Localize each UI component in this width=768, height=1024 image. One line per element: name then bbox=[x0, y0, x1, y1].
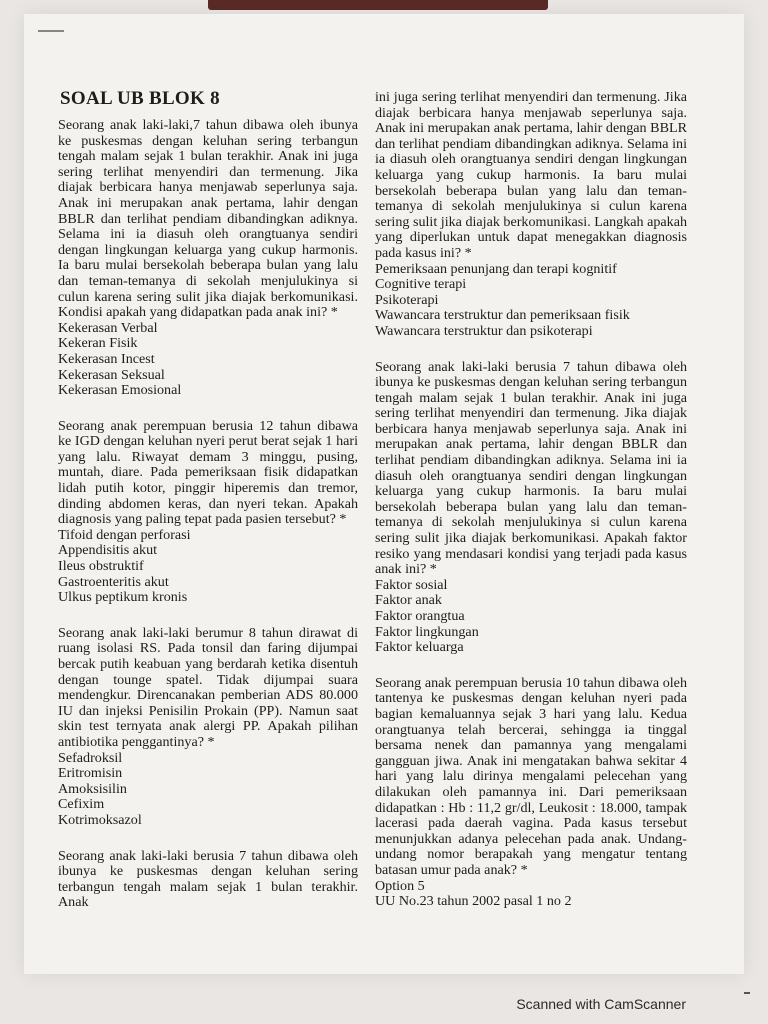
answer-options bbox=[58, 321, 358, 399]
answer-option: Gastroenteritis akut bbox=[58, 573, 169, 590]
answer-option: UU No.23 tahun 2002 pasal 1 no 2 bbox=[375, 893, 572, 910]
camscanner-watermark: Scanned with CamScanner bbox=[516, 996, 686, 1012]
answer-option: Amoksisilin bbox=[58, 780, 127, 797]
question-text: Seorang anak perempuan berusia 12 tahun dibawa ke IGD dengan keluhan nyeri perut berat sejak 1 hari yang lalu. Riwayat demam 3 minggu, pusing, muntah, diare. Pada pemeriksaan fisik didapatkan lidah putih kotor, pinggir hiperemis dan tremor, dinding abdomen keras, dan nyeri tekan. Apakah diagnosis yang paling tepat pada pasien tersebut? * bbox=[58, 417, 358, 528]
question-block bbox=[375, 360, 687, 656]
question-block bbox=[58, 118, 358, 399]
answer-option: Eritromisin bbox=[58, 765, 123, 782]
page-top-edge bbox=[208, 0, 548, 10]
answer-option: Cefixim bbox=[58, 796, 105, 813]
answer-option: Faktor anak bbox=[375, 592, 442, 609]
question-text: Seorang anak laki-laki,7 tahun dibawa oleh ibunya ke puskesmas dengan keluhan sering terbangun tengah malam sejak 1 bulan terakhir. Anak ini juga sering terlihat menyendiri dan termenung. Jika diajak berbicara hanya menjawab seperlunya saja. Anak ini merupakan anak pertama, lahir dengan BBLR dan terlihat pendiam dibandingkan adiknya. Selama ini ia diasuh oleh orangtuanya sendiri dengan lingkungan keluarga yang cukup harmonis. Ia baru mulai bersekolah beberapa bulan yang lalu dan teman-temanya di sekolah menjulukinya si culun karena sering sulit jika diajak berkomunikasi. Kondisi apakah yang didapatkan pada anak ini? * bbox=[58, 117, 358, 321]
answer-option: Tifoid dengan perforasi bbox=[58, 526, 191, 543]
answer-option: Faktor lingkungan bbox=[375, 623, 479, 640]
answer-option: Option 5 bbox=[375, 877, 425, 894]
question-text: Seorang anak laki-laki berumur 8 tahun dirawat di ruang isolasi RS. Pada tonsil dan faring dijumpai bercak putih keabuan yang berdarah ketika disentuh dengan tounge spatel. Tidak dijumpai suara mendengkur. Direncanakan pemberian ADS 80.000 IU dan injeksi Penisilin Prokain (PP). Namun saat skin test ternyata anak alergi PP. Apakah pilihan antibiotika penggantinya? * bbox=[58, 624, 358, 750]
answer-option: Kekeran Fisik bbox=[58, 335, 138, 352]
answer-option: Kekerasan Emosional bbox=[58, 382, 182, 399]
question-text: Seorang anak laki-laki berusia 7 tahun dibawa oleh ibunya ke puskesmas dengan keluhan sering terbangun tengah malam sejak 1 bulan terakhir. Anak bbox=[58, 847, 358, 911]
answer-option: Psikoterapi bbox=[375, 291, 439, 308]
answer-option: Faktor sosial bbox=[375, 576, 448, 593]
answer-options bbox=[375, 262, 687, 340]
question-text: Seorang anak perempuan berusia 10 tahun dibawa oleh tantenya ke puskesmas dengan keluhan nyeri pada bagian kemaluannya sejak 3 hari yang lalu. Kedua orangtuanya telah bercerai, sehingga ia tinggal bersama nenek dan pamannya yang mengalami gangguan jiwa. Anak ini mengatakan bahwa sekitar 4 hari yang lalu dirinya mengalami pelecehan yang dilakukan oleh pamannya ini. Dari pemeriksaan didapatkan : Hb : 11,2 gr/dl, Leukosit : 18.000, tampak lacerasi pada daerah vagina. Pada kasus tersebut menunjukkan adanya pelecehan pada anak. Undang- undang nomor berapakah yang mengatur tentang batasan umur pada anak? * bbox=[375, 674, 687, 878]
answer-option: Kotrimoksazol bbox=[58, 811, 142, 828]
page-title: SOAL UB BLOK 8 bbox=[60, 88, 220, 109]
question-block bbox=[375, 90, 687, 340]
pen-mark bbox=[38, 30, 64, 32]
question-text: Seorang anak laki-laki berusia 7 tahun dibawa oleh ibunya ke puskesmas dengan keluhan sering terbangun tengah malam sejak 1 bulan terakhir. Anak ini juga sering terlihat menyendiri dan termenung. Jika diajak berbicara hanya menjawab seperlunya saja. Anak ini merupakan anak pertama, lahir dengan BBLR dan terlihat pendiam dibandingkan adiknya. Selama ini ia diasuh oleh orangtuanya sendiri dengan lingkungan keluarga yang cukup harmonis. Ia baru mulai bersekolah beberapa bulan yang lalu dan teman-temanya di sekolah menjulukinya si culun karena sering sulit jika diajak berkomunikasi. Apakah faktor resiko yang mendasari kondisi yang terjadi pada kasus anak ini? * bbox=[375, 358, 687, 578]
answer-option: Kekerasan Verbal bbox=[58, 319, 158, 336]
answer-option: Kekerasan Seksual bbox=[58, 366, 165, 383]
answer-option: Kekerasan Incest bbox=[58, 350, 155, 367]
answer-option: Wawancara terstruktur dan psikoterapi bbox=[375, 322, 593, 339]
answer-options bbox=[58, 528, 358, 606]
question-block bbox=[375, 676, 687, 910]
answer-option: Sefadroksil bbox=[58, 749, 123, 766]
answer-option: Wawancara terstruktur dan pemeriksaan fisik bbox=[375, 307, 630, 324]
answer-options bbox=[375, 578, 687, 656]
question-block bbox=[58, 626, 358, 829]
answer-option: Appendisitis akut bbox=[58, 542, 158, 559]
question-text: ini juga sering terlihat menyendiri dan termenung. Jika diajak berbicara hanya menjawab seperlunya saja. Anak ini merupakan anak pertama, lahir dengan BBLR dan terlihat pendiam dibandingkan adiknya. Selama ini ia diasuh oleh orangtuanya sendiri dengan lingkungan keluarga yang cukup harmonis. Ia baru mulai bersekolah beberapa bulan yang lalu dan teman-temanya di sekolah menjulukinya si culun karena sering sulit jika diajak berkomunikasi. Langkah apakah yang diperlukan untuk dapat menegakkan diagnosis pada kasus ini? * bbox=[375, 89, 687, 261]
answer-option: Ulkus peptikum kronis bbox=[58, 589, 188, 606]
right-column bbox=[375, 90, 687, 930]
answer-options bbox=[58, 751, 358, 829]
answer-option: Faktor orangtua bbox=[375, 608, 465, 624]
answer-options bbox=[375, 879, 687, 910]
answer-option: Faktor keluarga bbox=[375, 639, 464, 656]
answer-option: Cognitive terapi bbox=[375, 276, 467, 293]
answer-option: Ileus obstruktif bbox=[58, 558, 144, 575]
answer-option: Pemeriksaan penunjang dan terapi kognitif bbox=[375, 260, 617, 277]
question-block bbox=[58, 849, 358, 911]
question-block bbox=[58, 419, 358, 606]
left-column bbox=[58, 118, 358, 931]
scan-artifact bbox=[744, 992, 750, 994]
